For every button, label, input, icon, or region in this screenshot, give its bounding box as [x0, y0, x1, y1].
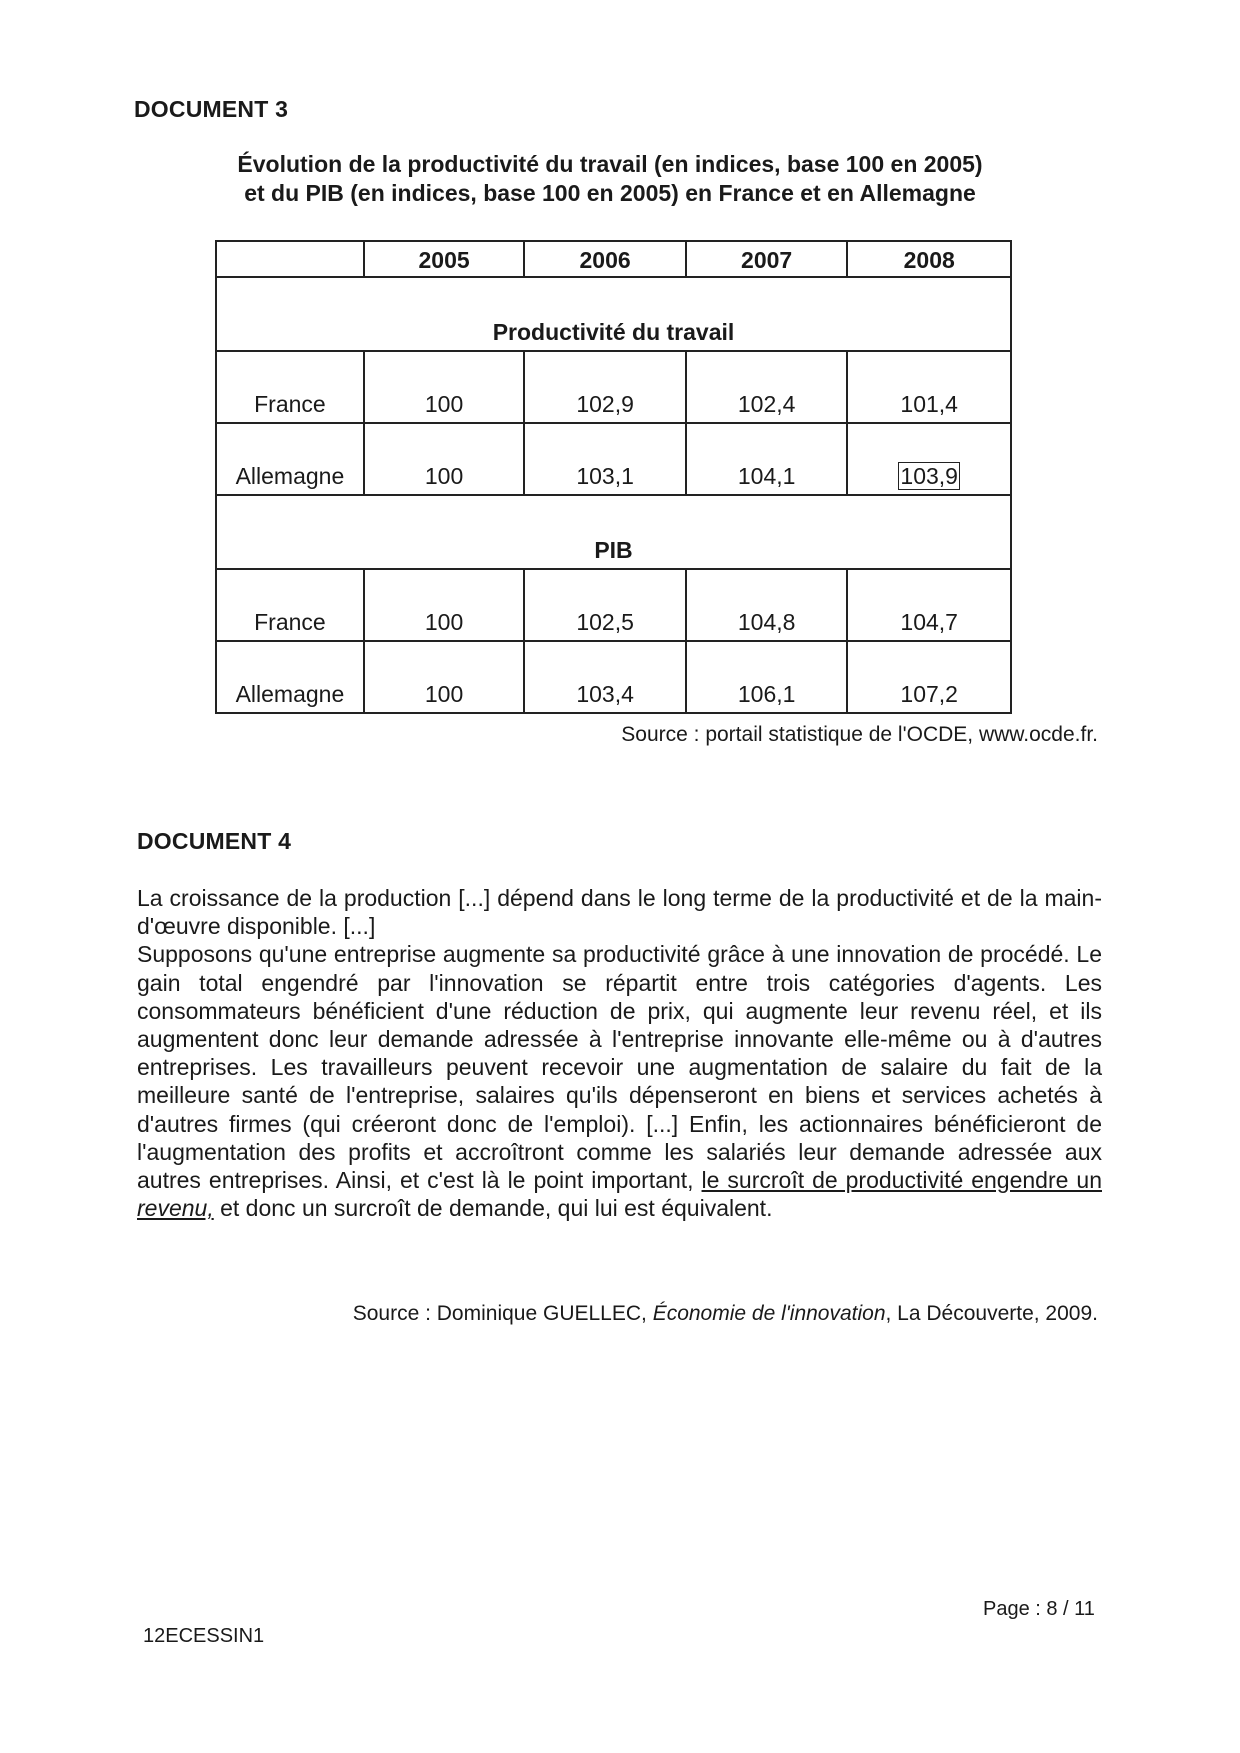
country-label: Allemagne	[216, 641, 364, 713]
table-cell: 100	[364, 423, 525, 495]
table-cell: 104,7	[847, 569, 1011, 641]
productivity-section-heading: Productivité du travail	[216, 277, 1011, 351]
table-cell	[847, 423, 1011, 495]
table-cell: 104,8	[686, 569, 848, 641]
table-cell: 106,1	[686, 641, 848, 713]
document-3-source: Source : portail statistique de l'OCDE, www.ocde.fr.	[621, 723, 1098, 746]
table-cell: 102,5	[524, 569, 686, 641]
document-4-source: Source : Dominique GUELLEC, Économie de l'innovation, La Découverte, 2009.	[352, 1302, 1098, 1325]
paragraph-text: et donc un surcroît de demande, qui lui est équivalent.	[213, 1195, 773, 1222]
table-header-row	[216, 241, 1011, 277]
empty-header-cell	[216, 241, 364, 277]
book-title: Économie de l'innovation	[652, 1302, 886, 1325]
paragraph-text: Supposons qu'une entreprise augmente sa productivité grâce à une innovation de procédé. Le gain total engendré par l'innovation se répartit entre trois catégories d'agents. Les consommateurs bénéficient d'une réduction de prix, qui augmente leur revenu réel, et ils augmentent donc leur demande adressée à l'entreprise innovante elle-même ou à d'autres entreprises. Les travailleurs peuvent recevoir une augmentation de salaire du fait de la meilleure santé de l'entreprise, salaires qu'ils dépenseront en biens et services achetés à d'autres firmes (qui créeront donc de l'emploi). [...] Enfin, les actionnaires bénéficieront de l'augmentation des profits et accroîtront comme les salariés leur demande adressée aux autres entreprises. Ainsi, et c'est là le point important,	[137, 941, 1102, 1194]
underlined-text: le surcroît de productivité engendre un revenu,	[137, 1167, 1102, 1222]
year-header: 2008	[847, 241, 1011, 277]
table-cell: 100	[364, 569, 525, 641]
table-row	[216, 569, 1011, 641]
document-4-body	[137, 884, 1102, 1222]
table-cell: 100	[364, 351, 525, 423]
country-label: Allemagne	[216, 423, 364, 495]
table-row	[216, 423, 1011, 495]
table-cell: 100	[364, 641, 525, 713]
table-cell: 102,9	[524, 351, 686, 423]
section-row	[216, 495, 1011, 569]
year-header: 2005	[364, 241, 525, 277]
year-header: 2006	[524, 241, 686, 277]
boxed-value: 103,9	[900, 463, 958, 489]
table-row	[216, 351, 1011, 423]
exam-code: 12ECESSIN1	[143, 1625, 265, 1647]
table-cell: 103,4	[524, 641, 686, 713]
table-title-line-2: et du PIB (en indices, base 100 en 2005) en France et en Allemagne	[244, 180, 976, 206]
table-cell: 101,4	[847, 351, 1011, 423]
table-title	[150, 150, 1070, 208]
table-row	[216, 641, 1011, 713]
country-label: France	[216, 351, 364, 423]
table-cell: 103,1	[524, 423, 686, 495]
year-header: 2007	[686, 241, 848, 277]
table-cell: 104,1	[686, 423, 848, 495]
table-cell: 107,2	[847, 641, 1011, 713]
table-title-line-1: Évolution de la productivité du travail (en indices, base 100 en 2005)	[237, 151, 983, 177]
table-cell: 102,4	[686, 351, 848, 423]
paragraph: La croissance de la production [...] dépend dans le long terme de la productivité et de la main-d'œuvre disponible. [...]	[137, 885, 1102, 940]
page-number: Page : 8 / 11	[983, 1598, 1095, 1620]
document-3-heading: DOCUMENT 3	[134, 96, 289, 122]
gdp-section-heading: PIB	[216, 495, 1011, 569]
country-label: France	[216, 569, 364, 641]
productivity-gdp-table	[215, 240, 1012, 714]
paragraph	[137, 940, 1102, 1222]
section-row	[216, 277, 1011, 351]
document-4-heading: DOCUMENT 4	[137, 828, 292, 854]
italic-text: revenu,	[137, 1195, 214, 1222]
